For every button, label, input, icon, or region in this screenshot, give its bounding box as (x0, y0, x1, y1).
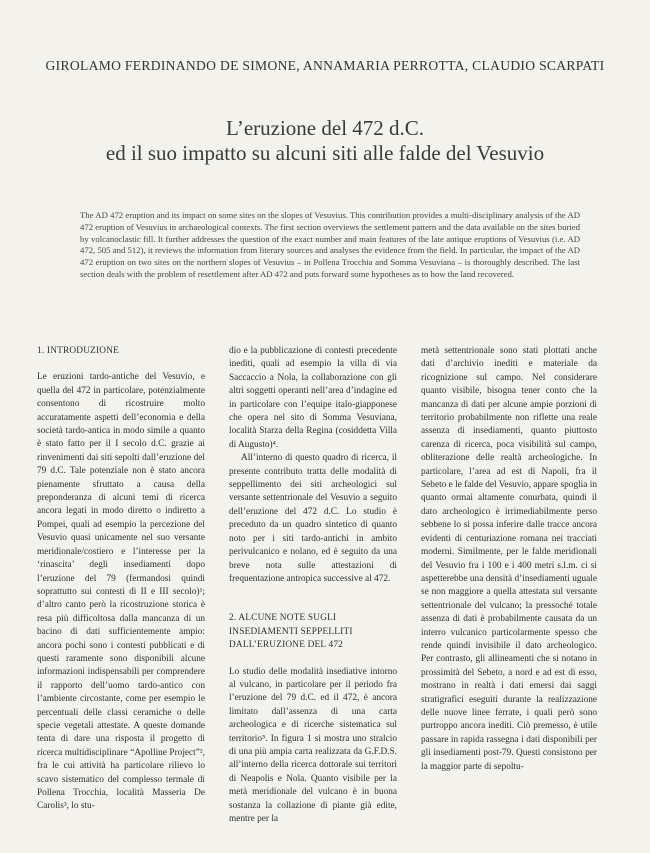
paragraph: Lo studio delle modalità insediative intorno al vulcano, in particolare per il periodo fra l’eruzione del 79 d.C. ed il 472, è ancora limitato dall’assenza di una carta archeologica e di ricerche sistematica sul territorio⁵. In figura 1 si mostra uno stralcio di una più ampia carta realizzata da G.F.D.S. all’interno della ricerca dottorale sui territori di Neapolis e Nola. Quanto visibile per la metà meridionale del vulcano è in buona sostanza la collazione di piante già edite, mentre per la (229, 666, 397, 824)
title-line-2: ed il suo impatto su alcuni siti alle falde del Vesuvio (105, 141, 545, 165)
paragraph: metà settentrionale sono stati plottati anche dati d’archivio inediti e materiale da ricognizione sul campo. Nel considerare quanto visibile, bisogna tener conto che la mancanza di dati per alcune ampie porzioni di territorio probabilmente non riflette una reale assenza di insediamenti, quanto piuttosto carenza di ricerca, poca visibilità sul campo, obliterazione delle realtà archeologiche. In particolare, l’area ad est di Napoli, fra il Sebeto e le falde del Vesuvio, appare spoglia in quanto ormai altamente conurbata, quindi il dato archeologico è irrimediabilmente perso sebbene lo si possa inferire dalle tracce ancora evidenti di centuriazione romana nei tracciati moderni. Similmente, per le falde meridionali del Vesuvio fra i 100 e i 400 metri s.l.m. ci si aspetterebbe una densità d’insediamenti uguale se non maggiore a quella attestata sul versante settentrionale del vulcano; la pressoché totale assenza di dati è probabilmente causata da un interro vulcanico particolarmente spesso che rende quindi invisibile il dato archeologico. Per contrasto, gli allineamenti che si notano in prossimità del Sebeto, a nord e ad est di esso, mostrano in realtà i dati emersi dai saggi stratigrafici eseguiti durante la realizzazione delle nuove linee ferrate, i quali però sono purtroppo ancora inediti. Ciò premesso, è utile passare in rapida rassegna i dati disponibili per gli insediamenti post-79. Questi consistono per la maggior parte di sepoltu- (421, 346, 597, 772)
column-3 (421, 345, 597, 774)
paragraph: dio e la pubblicazione di contesti precedente inediti, quali ad esempio la villa di via Saccaccio a Nola, la collaborazione con gli altri soggetti operanti nell’area d’indagine ed in particolare con l’equipe italo-giapponese che opera nel sito di Somma Vesuviana, località Starza della Regina (cosiddetta Villa di Augusto)⁴. (229, 346, 397, 450)
title-line-1: L’eruzione del 472 d.C. (225, 116, 425, 140)
article-title (0, 116, 650, 166)
column-2 (229, 345, 397, 826)
abstract: The AD 472 eruption and its impact on some sites on the slopes of Vesuvius. This contribution provides a multi-disciplinary analysis of the AD 472 eruption of Vesuvius in archaeological contexts. The first section overviews the settlement pattern and the data available on the sites buried by volcanoclastic fill. It further addresses the question of the exact number and main features of the late antique eruptions of Vesuvius (i.e. AD 472, 505 and 512), it reviews the information from literary sources and analyses the evidence from the field. In particular, the impact of the AD 472 eruption on two sites on the northern slopes of Vesuvius – in Pollena Trocchia and Somma Vesuviana – is thoroughly described. The last section deals with the problem of resettlement after AD 472 and puts forward some hypotheses as to how the land recovered. (80, 210, 580, 279)
section-heading-insediamenti: 2. ALCUNE NOTE SUGLI INSEDIAMENTI SEPPELLITI DALL’ERUZIONE DEL 472 (229, 613, 353, 651)
paragraph: Le eruzioni tardo-antiche del Vesuvio, e quella del 472 in particolare, potenzialmente consentono di ricostruire molto accuratamente aspetti dell’economia e della società tardo-antica in modo simile a quanto è stato fatto per il I secolo d.C. grazie ai rinvenimenti dai siti sepolti dall’eruzione del 79 d.C. Tale potenziale non è stato ancora pienamente sfruttato a causa della preponderanza di alcuni temi di ricerca ancora legati in modo diretto o indiretto a Pompei, quali ad esempio la percezione del Vesuvio quasi unicamente nel suo versante meridionale/costiero e l’interesse per la ‘rinascita’ degli insediamenti dopo l’eruzione del 79 (fermandosi quindi soprattutto sui contesti di II e III secolo)¹; d’altro canto però la ricostruzione storica è resa più difficoltosa dalla mancanza di un bacino di dati sufficientemente ampio: ancora pochi sono i contesti pubblicati e di questi raramente sono disponibili alcune informazioni indispensabili per comprendere il rapporto dell’uomo tardo-antico con l’ambiente circostante, come per esempio le percentuali delle classi ceramiche o delle specie vegetali attestate. A queste domande tenta di dare una risposta il progetto di ricerca multidisciplinare “Apolline Project”², fra le cui attività ha particolare rilievo lo scavo sistematico del complesso termale di Pollena Trocchia, località Masseria De Carolis³, lo stu- (37, 372, 205, 812)
column-1 (37, 345, 205, 814)
authors-line: GIROLAMO FERDINANDO DE SIMONE, ANNAMARIA PERROTTA, CLAUDIO SCARPATI (45, 58, 605, 73)
paragraph: All’interno di questo quadro di ricerca, il presente contributo tratta delle modalità di seppellimento dei siti archeologici sul versante settentrionale del Vesuvio a seguito dell’eruzione del 472 d.C. Lo studio è preceduto da un quadro sintetico di quanto noto per i siti tardo-antichi in ambito perivulcanico e nolano, ed è seguito da una breve nota sulle attestazioni di frequentazione antropica successive al 472. (229, 453, 397, 584)
section-heading-introduzione: 1. INTRODUZIONE (37, 346, 120, 356)
